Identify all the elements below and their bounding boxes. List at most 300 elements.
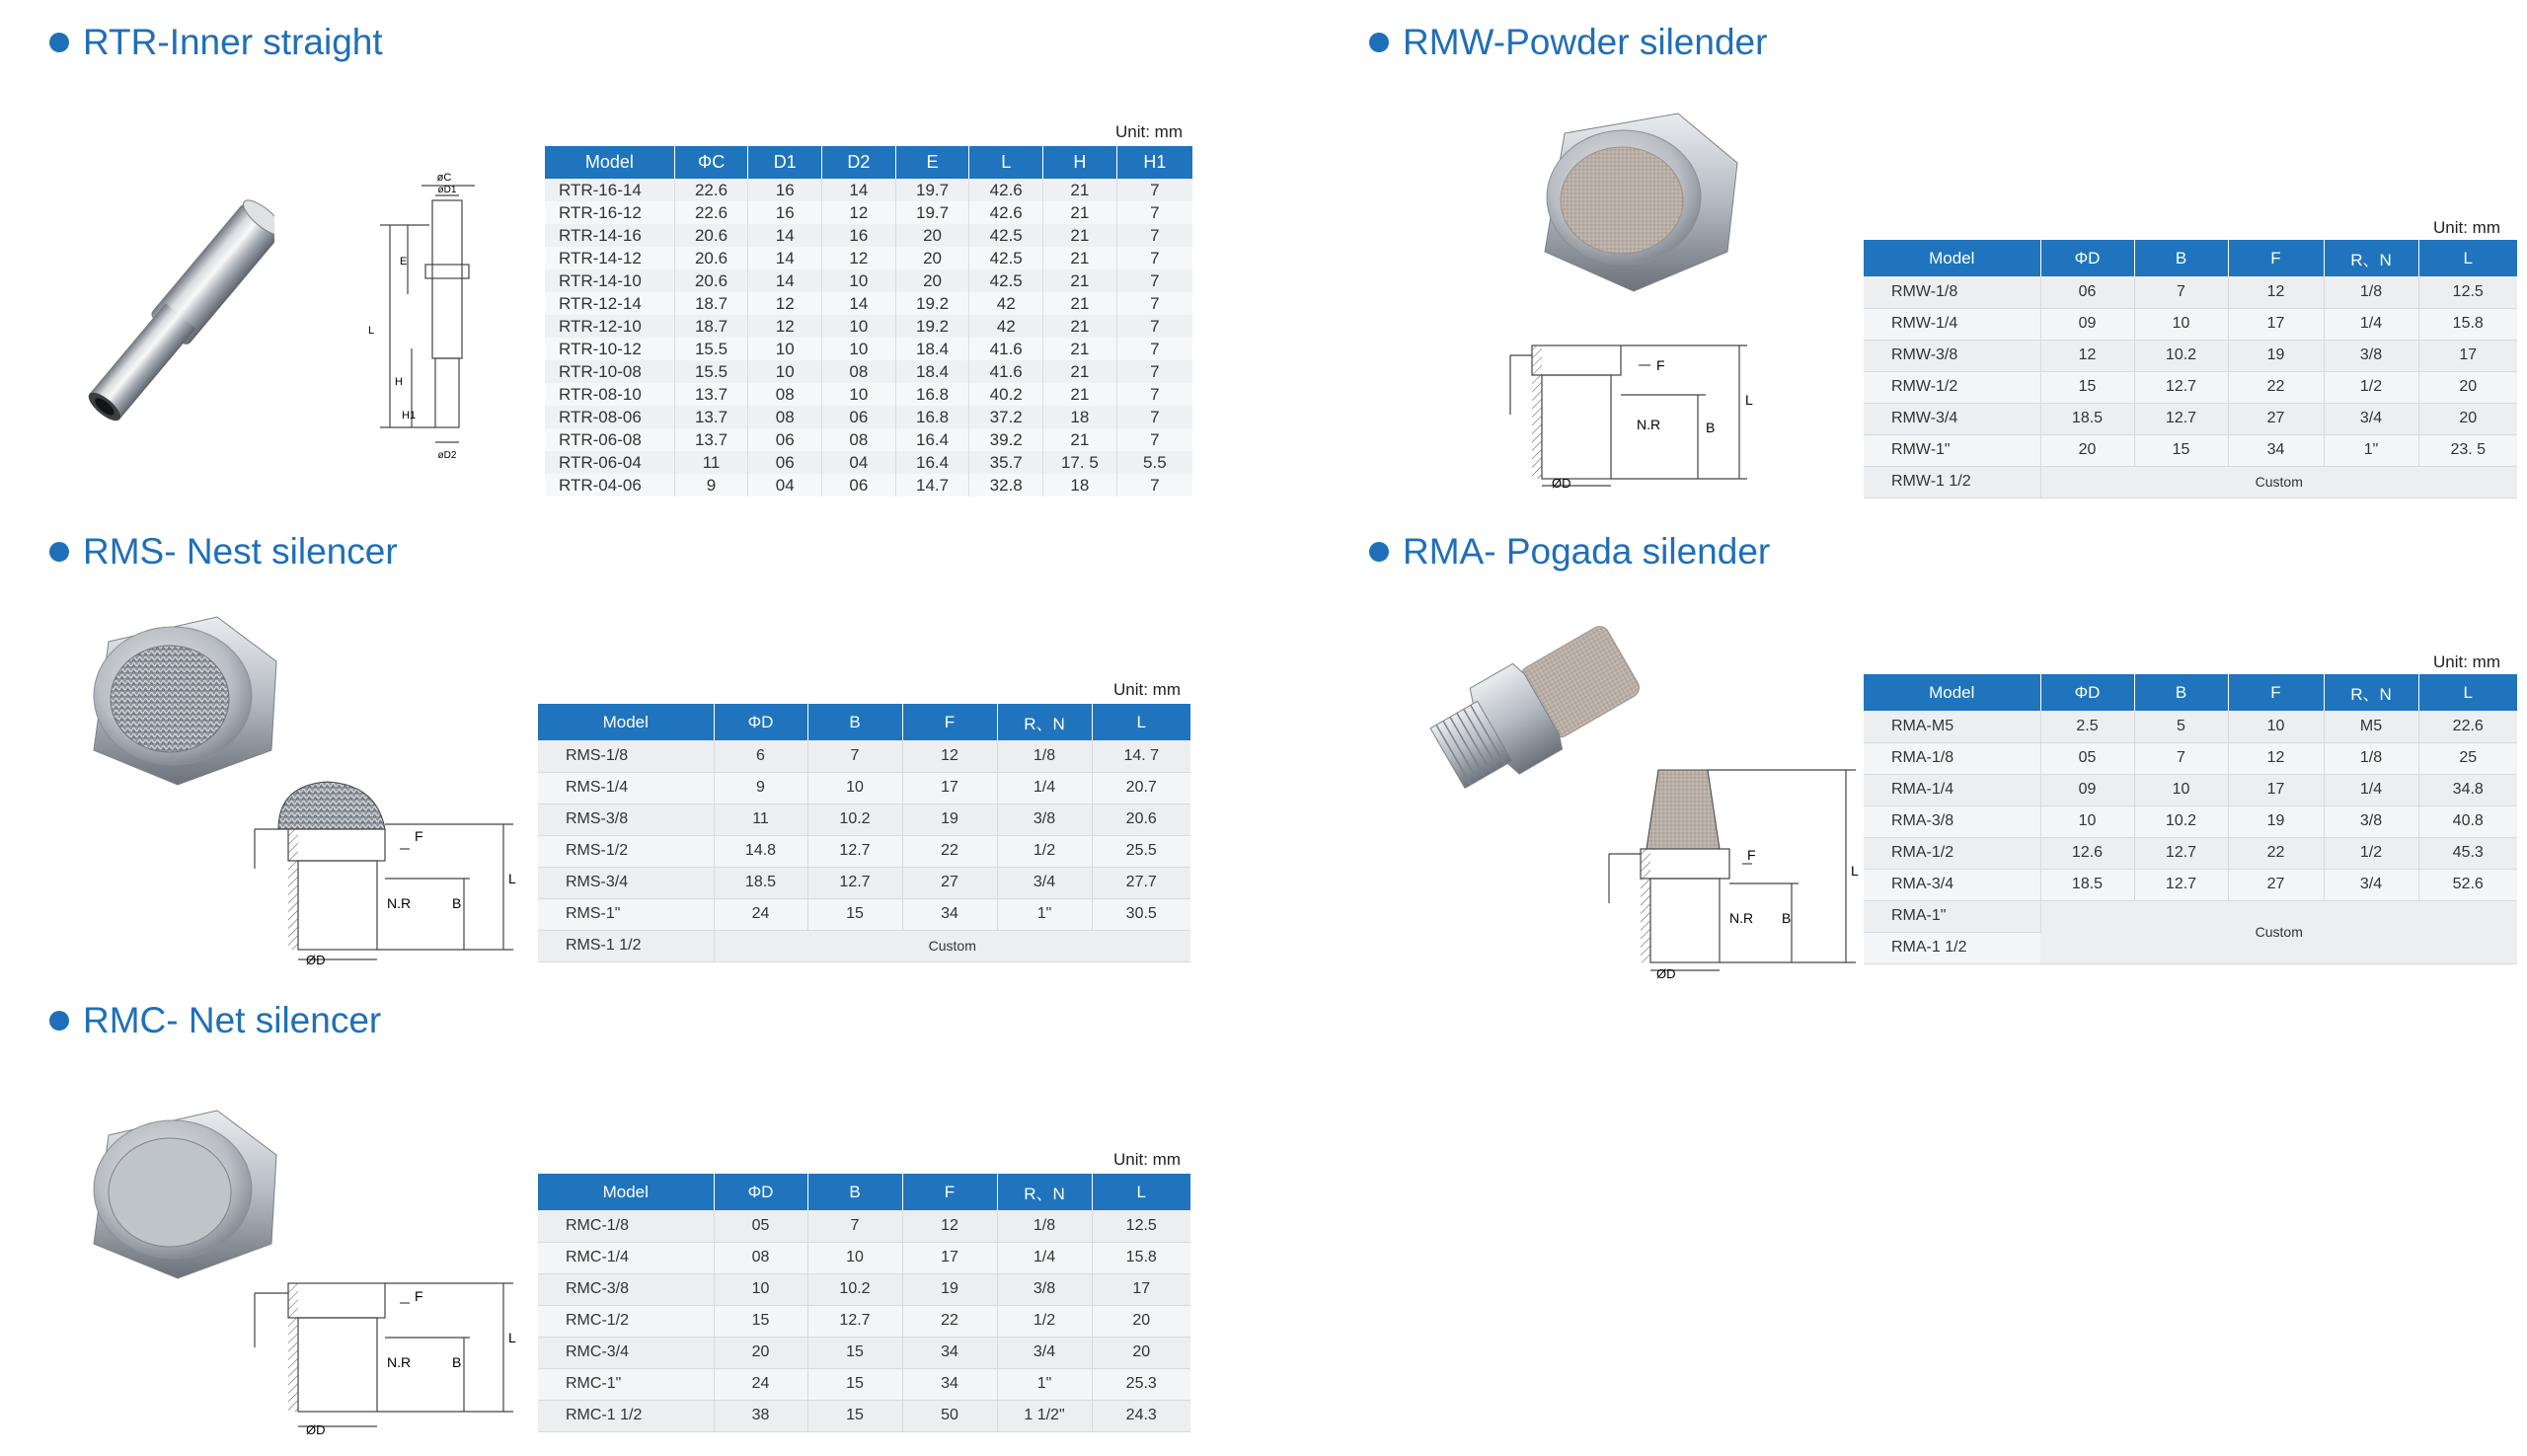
- model-cell: RTR-06-08: [545, 428, 674, 451]
- value-cell: 10: [807, 1242, 902, 1273]
- table-row: [538, 804, 1190, 835]
- column-header: L: [2418, 674, 2517, 711]
- value-cell: 14.8: [714, 835, 807, 867]
- unit-label: Unit: mm: [1115, 122, 1183, 141]
- table-row: [538, 867, 1190, 898]
- model-cell: RMC-1/8: [538, 1210, 714, 1242]
- value-cell: 25.3: [1092, 1368, 1190, 1400]
- unit-label: Unit: mm: [2433, 652, 2500, 671]
- value-cell: 32.8: [969, 474, 1043, 497]
- value-cell: 1/8: [997, 740, 1092, 772]
- value-cell: 37.2: [969, 406, 1043, 428]
- rmc-dimension-drawing: [237, 1268, 533, 1441]
- model-cell: RMS-3/4: [538, 867, 714, 898]
- value-cell: 52.6: [2418, 869, 2517, 900]
- rms-dimension-drawing: [237, 770, 533, 967]
- model-cell: RTR-10-12: [545, 338, 674, 360]
- value-cell: 18.5: [714, 867, 807, 898]
- value-cell: 22: [2228, 837, 2324, 869]
- label-b: B: [452, 1354, 462, 1370]
- custom-note-cell: Custom: [2040, 466, 2517, 498]
- value-cell: 1": [2324, 434, 2418, 466]
- value-cell: 1/2: [997, 835, 1092, 867]
- column-header: L: [2418, 240, 2517, 276]
- model-cell: RMA-1/2: [1864, 837, 2040, 869]
- column-header: ΦC: [674, 146, 748, 179]
- value-cell: 18.5: [2040, 869, 2134, 900]
- table-row: [538, 1368, 1190, 1400]
- model-cell: RMC-1": [538, 1368, 714, 1400]
- model-cell: RTR-08-10: [545, 383, 674, 406]
- model-cell: RMW-3/4: [1864, 403, 2040, 434]
- value-cell: 9: [714, 772, 807, 804]
- bullet-icon: [49, 542, 69, 562]
- value-cell: 20: [895, 269, 969, 292]
- value-cell: 20: [895, 247, 969, 269]
- value-cell: 17: [2228, 308, 2324, 340]
- value-cell: 27: [2228, 869, 2324, 900]
- column-header: D2: [822, 146, 896, 179]
- value-cell: 24: [714, 1368, 807, 1400]
- model-cell: RMC-1 1/2: [538, 1400, 714, 1431]
- value-cell: 14. 7: [1092, 740, 1190, 772]
- value-cell: 12: [748, 315, 822, 338]
- value-cell: 10: [2228, 711, 2324, 742]
- value-cell: 20.7: [1092, 772, 1190, 804]
- model-cell: RTR-12-14: [545, 292, 674, 315]
- model-cell: RMS-1/2: [538, 835, 714, 867]
- value-cell: 15.5: [674, 338, 748, 360]
- value-cell: 10.2: [807, 804, 902, 835]
- value-cell: 25.5: [1092, 835, 1190, 867]
- table-row: [1864, 837, 2517, 869]
- value-cell: 34.8: [2418, 774, 2517, 805]
- table-row: [1864, 276, 2517, 308]
- value-cell: 3/4: [997, 1337, 1092, 1368]
- value-cell: 14: [748, 269, 822, 292]
- value-cell: 14.7: [895, 474, 969, 497]
- value-cell: M5: [2324, 711, 2418, 742]
- column-header: ΦD: [714, 704, 807, 740]
- table-row: [538, 1242, 1190, 1273]
- value-cell: 21: [1043, 224, 1117, 247]
- value-cell: 05: [2040, 742, 2134, 774]
- value-cell: 10: [748, 360, 822, 383]
- value-cell: 15: [2040, 371, 2134, 403]
- label-d: ØD: [1656, 966, 1676, 981]
- value-cell: 7: [1150, 316, 1160, 336]
- model-cell: RTR-14-16: [545, 224, 674, 247]
- value-cell: 16.4: [895, 428, 969, 451]
- column-header: R、N: [2324, 674, 2418, 711]
- value-cell: 9: [674, 474, 748, 497]
- bullet-icon: [49, 1011, 69, 1031]
- value-cell: 38: [714, 1400, 807, 1431]
- value-cell: 7: [1150, 248, 1160, 268]
- rms-spec-table: [538, 704, 1190, 962]
- table-row: [545, 338, 1192, 360]
- label-b: B: [1706, 420, 1716, 435]
- table-row: [538, 930, 1190, 961]
- value-cell: 06: [748, 451, 822, 474]
- value-cell: 10: [807, 772, 902, 804]
- value-cell: 04: [748, 474, 822, 497]
- column-header: Model: [1864, 240, 2040, 276]
- column-header: ΦD: [714, 1174, 807, 1210]
- model-cell: RMA-1/4: [1864, 774, 2040, 805]
- value-cell: 3/4: [2324, 403, 2418, 434]
- column-header: B: [807, 704, 902, 740]
- value-cell: 12.7: [807, 835, 902, 867]
- label-nr: N.R: [387, 1354, 412, 1370]
- value-cell: 10: [2134, 308, 2228, 340]
- value-cell: 45.3: [2418, 837, 2517, 869]
- value-cell: 34: [2228, 434, 2324, 466]
- table-row: [1864, 869, 2517, 900]
- value-cell: 3/4: [2324, 869, 2418, 900]
- model-cell: RMW-1/2: [1864, 371, 2040, 403]
- value-cell: 16: [822, 224, 896, 247]
- label-c: øC: [436, 172, 452, 184]
- value-cell: 15: [807, 1400, 902, 1431]
- table-header-row: [1864, 240, 2517, 276]
- value-cell: 10: [822, 269, 896, 292]
- table-row: [545, 360, 1192, 383]
- value-cell: 23. 5: [2418, 434, 2517, 466]
- table-row: [538, 1337, 1190, 1368]
- value-cell: 20: [2040, 434, 2134, 466]
- rma-dimension-drawing: [1589, 755, 1876, 982]
- value-cell: 21: [1043, 338, 1117, 360]
- value-cell: 40.2: [969, 383, 1043, 406]
- value-cell: 17: [1092, 1273, 1190, 1305]
- column-header: H: [1043, 146, 1117, 179]
- table-header-row: [538, 704, 1190, 740]
- label-d1: øD1: [437, 185, 457, 195]
- value-cell: 3/8: [997, 1273, 1092, 1305]
- label-d: ØD: [306, 1422, 326, 1437]
- value-cell: 25: [2418, 742, 2517, 774]
- section-title-rmc: RMC- Net silencer: [49, 1000, 381, 1041]
- value-cell: 7: [2134, 276, 2228, 308]
- value-cell: 10.2: [2134, 805, 2228, 837]
- value-cell: 1/2: [2324, 837, 2418, 869]
- table-row: [545, 451, 1192, 474]
- model-cell: RMS-1/8: [538, 740, 714, 772]
- table-row: [545, 201, 1192, 224]
- value-cell: 27: [902, 867, 997, 898]
- table-row: [1864, 434, 2517, 466]
- value-cell: 15: [807, 1368, 902, 1400]
- value-cell: 6: [714, 740, 807, 772]
- label-nr: N.R: [1637, 417, 1661, 432]
- section-title-rmw: RMW-Powder silender: [1369, 22, 1767, 63]
- value-cell: 08: [748, 406, 822, 428]
- value-cell: 1 1/2": [997, 1400, 1092, 1431]
- unit-label: Unit: mm: [2433, 218, 2500, 237]
- value-cell: 12.7: [2134, 837, 2228, 869]
- value-cell: 15.8: [1092, 1242, 1190, 1273]
- column-header: L: [1092, 704, 1190, 740]
- value-cell: 12: [2228, 276, 2324, 308]
- model-cell: RMA-M5: [1864, 711, 2040, 742]
- value-cell: 08: [714, 1242, 807, 1273]
- value-cell: 19: [2228, 805, 2324, 837]
- value-cell: 12: [2040, 340, 2134, 371]
- value-cell: 15.5: [674, 360, 748, 383]
- value-cell: 20.6: [1092, 804, 1190, 835]
- label-l: L: [508, 1330, 516, 1345]
- table-row: [545, 247, 1192, 269]
- column-header: Model: [538, 704, 714, 740]
- column-header: E: [895, 146, 969, 179]
- rmw-dimension-drawing: [1481, 326, 1777, 498]
- value-cell: 10: [2134, 774, 2228, 805]
- column-header: ΦD: [2040, 240, 2134, 276]
- value-cell: 22: [2228, 371, 2324, 403]
- value-cell: 1/8: [997, 1210, 1092, 1242]
- value-cell: 1/4: [997, 1242, 1092, 1273]
- model-cell: RMS-1 1/2: [538, 930, 714, 961]
- value-cell: 1": [997, 898, 1092, 930]
- value-cell: 41.6: [969, 338, 1043, 360]
- value-cell: 16: [748, 201, 822, 224]
- column-header: Model: [1864, 674, 2040, 711]
- table-header-row: [538, 1174, 1190, 1210]
- rmw-product-photo: [1525, 104, 1742, 301]
- table-row: [545, 383, 1192, 406]
- value-cell: 18.7: [674, 292, 748, 315]
- column-header: H1: [1116, 146, 1192, 179]
- label-e: E: [400, 256, 408, 268]
- value-cell: 35.7: [969, 451, 1043, 474]
- value-cell: 5: [2134, 711, 2228, 742]
- value-cell: 42.5: [969, 224, 1043, 247]
- value-cell: 1": [997, 1368, 1092, 1400]
- table-row: [545, 224, 1192, 247]
- label-l: L: [1851, 863, 1859, 879]
- column-header: Model: [545, 146, 674, 179]
- value-cell: 12.7: [807, 1305, 902, 1337]
- column-header: L: [969, 146, 1043, 179]
- value-cell: 7: [807, 740, 902, 772]
- value-cell: 16.8: [895, 406, 969, 428]
- model-cell: RMC-3/8: [538, 1273, 714, 1305]
- value-cell: 3/4: [997, 867, 1092, 898]
- column-header: D1: [748, 146, 822, 179]
- value-cell: 21: [1043, 292, 1117, 315]
- value-cell: 22: [902, 1305, 997, 1337]
- value-cell: 20: [2418, 403, 2517, 434]
- value-cell: 42.5: [969, 247, 1043, 269]
- value-cell: 14: [822, 179, 896, 201]
- value-cell: 7: [807, 1210, 902, 1242]
- bullet-icon: [49, 33, 69, 52]
- value-cell: 13.7: [674, 406, 748, 428]
- table-header-row: [1864, 674, 2517, 711]
- value-cell: 1/8: [2324, 742, 2418, 774]
- value-cell: 17: [2418, 340, 2517, 371]
- table-header-row: [545, 146, 1192, 179]
- model-cell: RTR-04-06: [545, 474, 674, 497]
- table-row: [538, 1273, 1190, 1305]
- model-cell: RMW-1/4: [1864, 308, 2040, 340]
- value-cell: 7: [1150, 475, 1160, 495]
- value-cell: 17. 5: [1043, 451, 1117, 474]
- rma-spec-table: [1864, 674, 2517, 964]
- value-cell: 34: [902, 1368, 997, 1400]
- value-cell: 7: [1150, 429, 1160, 449]
- value-cell: 3/8: [2324, 805, 2418, 837]
- section-title-rms: RMS- Nest silencer: [49, 531, 398, 573]
- value-cell: 27.7: [1092, 867, 1190, 898]
- model-cell: RMA-1 1/2: [1864, 932, 2040, 963]
- rtr-spec-table: [545, 146, 1192, 497]
- value-cell: 1/4: [997, 772, 1092, 804]
- table-row: [538, 1210, 1190, 1242]
- value-cell: 2.5: [2040, 711, 2134, 742]
- value-cell: 18.4: [895, 360, 969, 383]
- value-cell: 20: [714, 1337, 807, 1368]
- value-cell: 7: [1150, 293, 1160, 313]
- value-cell: 18: [1043, 406, 1117, 428]
- value-cell: 18: [1043, 474, 1117, 497]
- table-row: [1864, 340, 2517, 371]
- table-row: [545, 315, 1192, 338]
- model-cell: RMW-1/8: [1864, 276, 2040, 308]
- table-row: [1864, 900, 2517, 932]
- value-cell: 3/8: [2324, 340, 2418, 371]
- table-row: [1864, 805, 2517, 837]
- value-cell: 13.7: [674, 383, 748, 406]
- table-row: [1864, 774, 2517, 805]
- value-cell: 19.7: [895, 179, 969, 201]
- table-row: [545, 428, 1192, 451]
- value-cell: 21: [1043, 247, 1117, 269]
- value-cell: 13.7: [674, 428, 748, 451]
- value-cell: 19.7: [895, 201, 969, 224]
- table-row: [545, 179, 1192, 201]
- model-cell: RMC-1/4: [538, 1242, 714, 1273]
- table-row: [545, 292, 1192, 315]
- value-cell: 10.2: [2134, 340, 2228, 371]
- value-cell: 1/2: [2324, 371, 2418, 403]
- value-cell: 06: [2040, 276, 2134, 308]
- value-cell: 39.2: [969, 428, 1043, 451]
- column-header: F: [2228, 240, 2324, 276]
- value-cell: 21: [1043, 428, 1117, 451]
- column-header: F: [2228, 674, 2324, 711]
- value-cell: 20: [1092, 1305, 1190, 1337]
- label-b: B: [1782, 910, 1792, 926]
- column-header: Model: [538, 1174, 714, 1210]
- table-row: [1864, 742, 2517, 774]
- value-cell: 06: [748, 428, 822, 451]
- custom-note-cell: Custom: [2040, 900, 2517, 963]
- column-header: B: [2134, 674, 2228, 711]
- value-cell: 12.7: [807, 867, 902, 898]
- value-cell: 12: [2228, 742, 2324, 774]
- value-cell: 19: [902, 804, 997, 835]
- value-cell: 10: [2040, 805, 2134, 837]
- value-cell: 12.7: [2134, 869, 2228, 900]
- label-nr: N.R: [387, 895, 412, 911]
- model-cell: RMA-1/8: [1864, 742, 2040, 774]
- value-cell: 19.2: [895, 315, 969, 338]
- value-cell: 12.6: [2040, 837, 2134, 869]
- column-header: B: [807, 1174, 902, 1210]
- value-cell: 21: [1043, 360, 1117, 383]
- table-row: [1864, 371, 2517, 403]
- value-cell: 15: [714, 1305, 807, 1337]
- value-cell: 7: [1150, 384, 1160, 404]
- value-cell: 7: [1150, 339, 1160, 358]
- value-cell: 20: [1092, 1337, 1190, 1368]
- model-cell: RMW-1 1/2: [1864, 466, 2040, 498]
- value-cell: 34: [902, 898, 997, 930]
- column-header: R、N: [2324, 240, 2418, 276]
- table-row: [1864, 466, 2517, 498]
- value-cell: 21: [1043, 383, 1117, 406]
- column-header: ΦD: [2040, 674, 2134, 711]
- value-cell: 12: [822, 201, 896, 224]
- column-header: B: [2134, 240, 2228, 276]
- value-cell: 42: [969, 292, 1043, 315]
- model-cell: RMC-3/4: [538, 1337, 714, 1368]
- value-cell: 10.2: [807, 1273, 902, 1305]
- value-cell: 09: [2040, 308, 2134, 340]
- bullet-icon: [1369, 542, 1389, 562]
- value-cell: 10: [714, 1273, 807, 1305]
- model-cell: RMS-1/4: [538, 772, 714, 804]
- rmc-spec-table: [538, 1174, 1190, 1432]
- value-cell: 22.6: [674, 179, 748, 201]
- value-cell: 08: [822, 360, 896, 383]
- value-cell: 21: [1043, 179, 1117, 201]
- value-cell: 24.3: [1092, 1400, 1190, 1431]
- value-cell: 17: [902, 772, 997, 804]
- model-cell: RTR-14-12: [545, 247, 674, 269]
- value-cell: 1/8: [2324, 276, 2418, 308]
- value-cell: 06: [822, 474, 896, 497]
- bullet-icon: [1369, 33, 1389, 52]
- rtr-dimension-drawing: [350, 166, 498, 462]
- value-cell: 12.5: [2418, 276, 2517, 308]
- value-cell: 1/4: [2324, 308, 2418, 340]
- value-cell: 21: [1043, 315, 1117, 338]
- table-row: [545, 406, 1192, 428]
- value-cell: 20: [2418, 371, 2517, 403]
- rmc-product-photo: [79, 1096, 281, 1283]
- table-row: [1864, 403, 2517, 434]
- model-cell: RTR-16-14: [545, 179, 674, 201]
- value-cell: 15: [807, 898, 902, 930]
- model-cell: RMA-3/8: [1864, 805, 2040, 837]
- value-cell: 20.6: [674, 269, 748, 292]
- value-cell: 19.2: [895, 292, 969, 315]
- column-header: F: [902, 704, 997, 740]
- value-cell: 14: [748, 224, 822, 247]
- value-cell: 11: [674, 451, 748, 474]
- value-cell: 16: [748, 179, 822, 201]
- label-nr: N.R: [1729, 910, 1754, 926]
- unit-label: Unit: mm: [1113, 680, 1181, 699]
- table-row: [538, 1400, 1190, 1431]
- section-title-rma: RMA- Pogada silender: [1369, 531, 1770, 573]
- table-row: [538, 740, 1190, 772]
- section-title-rtr: RTR-Inner straight: [49, 22, 383, 63]
- value-cell: 21: [1043, 269, 1117, 292]
